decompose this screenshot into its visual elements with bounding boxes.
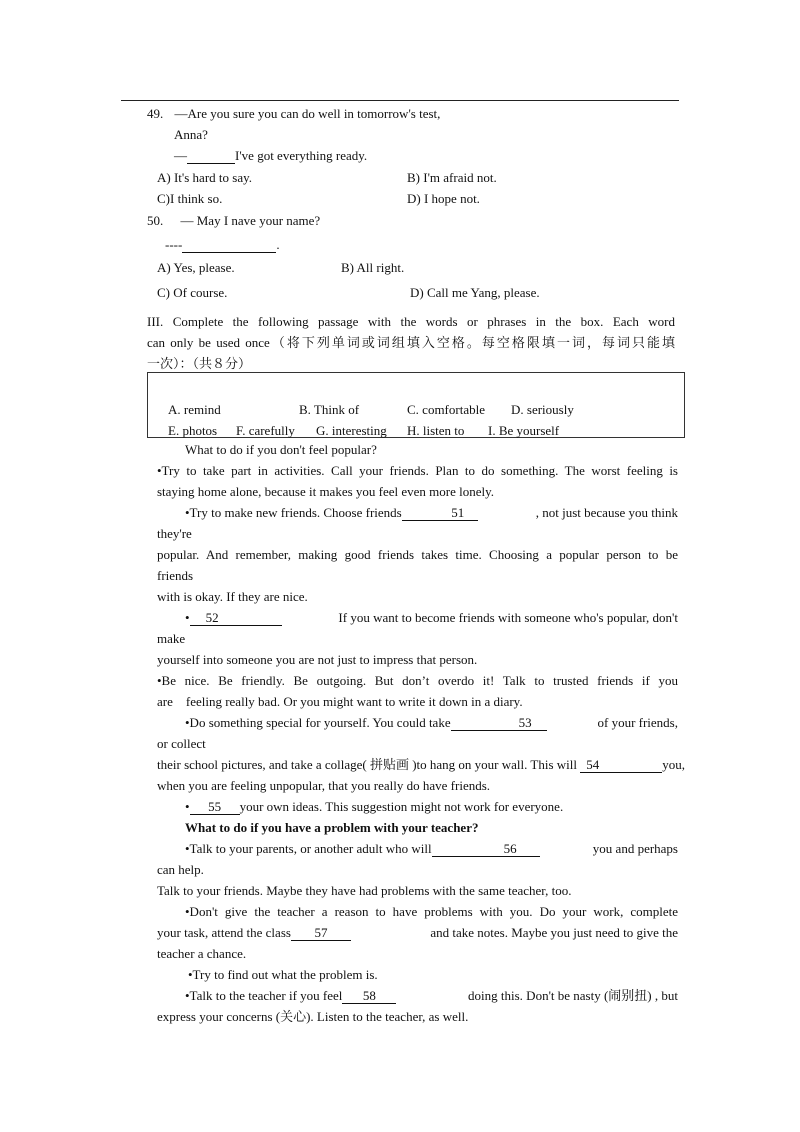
paragraph-line: •Don't give the teacher a reason to have problems with you. Do your work, complete bbox=[185, 904, 678, 919]
blank-52: 52 bbox=[190, 611, 282, 626]
paragraph-line: are feeling really bad. Or you might want to write it down in a diary. bbox=[157, 694, 523, 709]
answer-blank bbox=[187, 149, 235, 164]
paragraph-line: •Talk to the teacher if you feel 58 doing this. Don't be nasty (闹别扭) , but bbox=[185, 988, 678, 1003]
paragraph-line: your task, attend the class 57 and take notes. Maybe you just need to give the bbox=[157, 925, 678, 940]
section-instruction-cont: can only be used once（将下列单词或词组填入空格。每空格限填一词，每词只能填 bbox=[147, 335, 675, 350]
paragraph-line: their school pictures, and take a collage( 拼贴画 )to hang on your wall. This will 54 you, bbox=[157, 757, 685, 772]
paragraph-line: they're bbox=[157, 526, 192, 541]
section-instruction-points: 一次）：（共８分） bbox=[147, 356, 252, 371]
paragraph-line: •Try to find out what the problem is. bbox=[188, 967, 378, 982]
word-g: G. interesting bbox=[316, 423, 387, 438]
paragraph-line: • 55 your own ideas. This suggestion might not work for everyone. bbox=[185, 799, 564, 814]
paragraph-line: friends bbox=[157, 568, 194, 583]
option-c: C)I think so. bbox=[157, 191, 223, 206]
blank-57: 57 bbox=[291, 926, 351, 941]
word-a: A. remind bbox=[168, 402, 221, 417]
option-c: C) Of course. bbox=[157, 285, 228, 300]
paragraph-line: with is okay. If they are nice. bbox=[157, 589, 308, 604]
option-b: B) All right. bbox=[341, 260, 405, 275]
word-i: I. Be yourself bbox=[488, 423, 560, 438]
option-b: B) I'm afraid not. bbox=[407, 170, 497, 185]
paragraph-line: staying home alone, because it makes you feel even more lonely. bbox=[157, 484, 495, 499]
paragraph-line: Talk to your friends. Maybe they have had problems with the same teacher, too. bbox=[157, 883, 572, 898]
blank-58: 58 bbox=[342, 989, 396, 1004]
option-a: A) It's hard to say. bbox=[157, 170, 253, 185]
paragraph-line: •Talk to your parents, or another adult who will 56 you and perhaps bbox=[185, 841, 678, 856]
answer-blank bbox=[182, 238, 276, 253]
paragraph-line: express your concerns (关心). Listen to the teacher, as well. bbox=[157, 1009, 469, 1024]
paragraph-line: popular. And remember, making good friends takes time. Choosing a popular person to be bbox=[157, 547, 678, 562]
option-d: D) Call me Yang, please. bbox=[410, 285, 540, 300]
blank-54: 54 bbox=[580, 758, 662, 773]
question-number: 50. bbox=[147, 213, 164, 228]
paragraph-line: teacher a chance. bbox=[157, 946, 247, 961]
question-50 bbox=[147, 213, 320, 229]
paragraph-line: can help. bbox=[157, 862, 204, 877]
section-instruction: III. Complete the following passage with the words or phrases in the box. Each word bbox=[147, 314, 675, 329]
paragraph-line: •Be nice. Be friendly. Be outgoing. But don’t overdo it! Talk to trusted friends if you bbox=[157, 673, 678, 688]
question-number: 49. bbox=[147, 106, 164, 121]
paragraph-line: •Try to make new friends. Choose friends 51 , not just because you think bbox=[185, 505, 678, 520]
paragraph-line: •Try to take part in activities. Call your friends. Plan to do something. The worst feeling is bbox=[157, 463, 678, 478]
word-c: C. comfortable bbox=[407, 402, 485, 417]
paragraph-line: or collect bbox=[157, 736, 206, 751]
top-rule bbox=[121, 100, 679, 101]
blank-55: 55 bbox=[190, 800, 240, 815]
option-d: D) I hope not. bbox=[407, 191, 480, 206]
question-prompt: — May I nave your name? bbox=[180, 213, 321, 228]
paragraph-line: • 52 If you want to become friends with someone who's popular, don't bbox=[185, 610, 678, 625]
word-b: B. Think of bbox=[299, 402, 360, 417]
blank-56: 56 bbox=[432, 842, 540, 857]
paragraph-line: make bbox=[157, 631, 186, 646]
answer-line: — I've got everything ready. bbox=[174, 148, 368, 163]
word-f: F. carefully bbox=[236, 423, 295, 438]
answer-line: ---- . bbox=[165, 237, 280, 252]
passage-title: What to do if you have a problem with your teacher? bbox=[185, 820, 479, 835]
word-d: D. seriously bbox=[511, 402, 574, 417]
option-a: A) Yes, please. bbox=[157, 260, 235, 275]
blank-53: 53 bbox=[451, 716, 547, 731]
paragraph-line: •Do something special for yourself. You could take 53 of your friends, bbox=[185, 715, 678, 730]
paragraph-line: yourself into someone you are not just to impress that person. bbox=[157, 652, 478, 667]
question-prompt: —Are you sure you can do well in tomorrow's test, bbox=[174, 106, 441, 121]
passage-title: What to do if you don't feel popular? bbox=[185, 442, 377, 457]
word-e: E. photos bbox=[168, 423, 218, 438]
question-prompt-cont: Anna? bbox=[174, 127, 208, 142]
blank-51: 51 bbox=[402, 506, 478, 521]
paragraph-line: when you are feeling unpopular, that you really do have friends. bbox=[157, 778, 491, 793]
question-49 bbox=[147, 106, 440, 122]
word-h: H. listen to bbox=[407, 423, 465, 438]
